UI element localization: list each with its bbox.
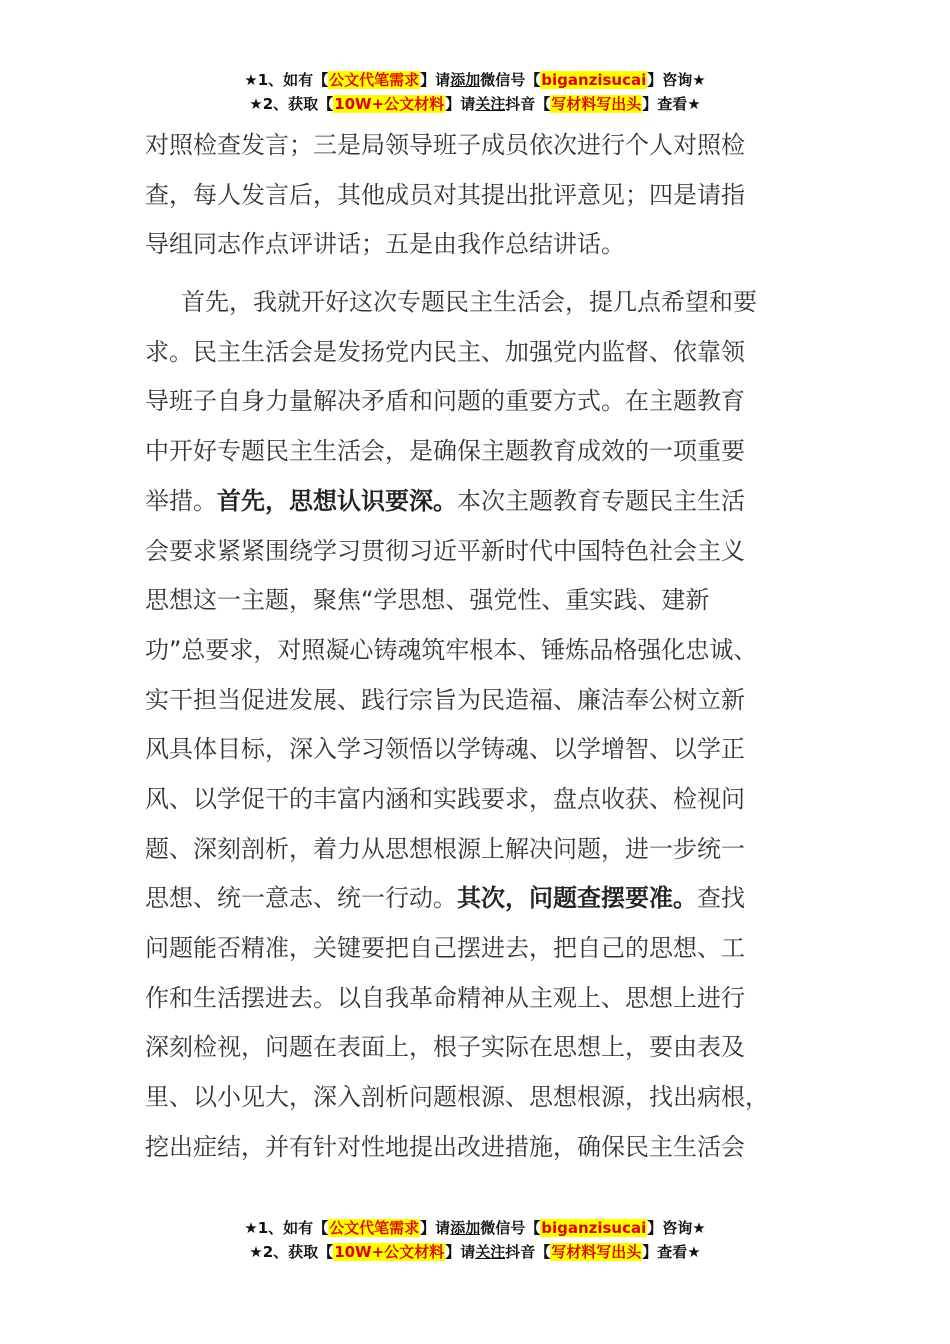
- highlight-douyin-id: 写材料写出头: [551, 95, 642, 113]
- header-notice-line-2: ★2、获取【10W+公文材料】请关注抖音【写材料写出头】查看★: [249, 95, 701, 113]
- footer-notice: [0, 1216, 950, 1264]
- highlight-service: 公文代笔需求: [329, 71, 420, 89]
- paragraph-continuation: 对照检查发言；三是局领导班子成员依次进行个人对照检 查，每人发言后，其他成员对其提出批评意见；四是请指 导组同志作点评讲话；五是由我作总结讲话。: [145, 131, 745, 259]
- paragraph-requirements: 首先，我就开好这次专题民主生活会，提几点希望和要 求。民主生活会是发扬党内民主、加强党内监督、依靠领 导班子自身力量解决矛盾和问题的重要方式。在主题教育 中开好专题民主生活会，是确保主题教育成效的一项重要 举措。首先，思想认识要深。本次主题教育专题民主生活 会要求紧紧围绕学习贯彻习近平新时代中国特色社会主义 思想这一主题，聚焦“学思想、强党性、重实践、建新 功”总要求，对照凝心铸魂筑牢根本、锤炼品格强化忠诚、 实干担当促进发展、践行宗旨为民造福、廉洁奉公树立新 风具体目标，深入学习领悟以学铸魂、以学增智、以学正 风、以学促干的丰富内涵和实践要求，盘点收获、检视问 题、深刻剖析，着力从思想根源上解决问题，进一步统一 思想、统一意志、统一行动。其次，问题查摆要准。查找 问题能否精准，关键要把自己摆进去，把自己的思想、工 作和生活摆进去。以自我革命精神从主观上、思想上进行 深刻检视，问题在表面上，根子实际在思想上，要由表及 里、以小见大，深入剖析问题根源、思想根源，找出病根， 挖出症结，并有针对性地提出改进措施，确保民主生活会: [145, 288, 769, 1161]
- highlight-douyin-id: 写材料写出头: [551, 1243, 642, 1261]
- document-body: [145, 121, 815, 1172]
- highlight-wechat-id: biganzisucai: [541, 71, 647, 89]
- header-notice: [0, 68, 950, 116]
- highlight-materials: 10W+公文材料: [334, 1243, 445, 1261]
- bold-heading-first: 首先，思想认识要深。: [217, 486, 457, 515]
- highlight-service: 公文代笔需求: [329, 1219, 420, 1237]
- header-notice-line-1: ★1、如有【公文代笔需求】请添加微信号【biganzisucai】咨询★: [244, 71, 706, 89]
- footer-notice-line-1: ★1、如有【公文代笔需求】请添加微信号【biganzisucai】咨询★: [244, 1219, 706, 1237]
- highlight-materials: 10W+公文材料: [334, 95, 445, 113]
- highlight-wechat-id: biganzisucai: [541, 1219, 647, 1237]
- bold-heading-second: 其次，问题查摆要准。: [457, 884, 697, 913]
- footer-notice-line-2: ★2、获取【10W+公文材料】请关注抖音【写材料写出头】查看★: [249, 1243, 701, 1261]
